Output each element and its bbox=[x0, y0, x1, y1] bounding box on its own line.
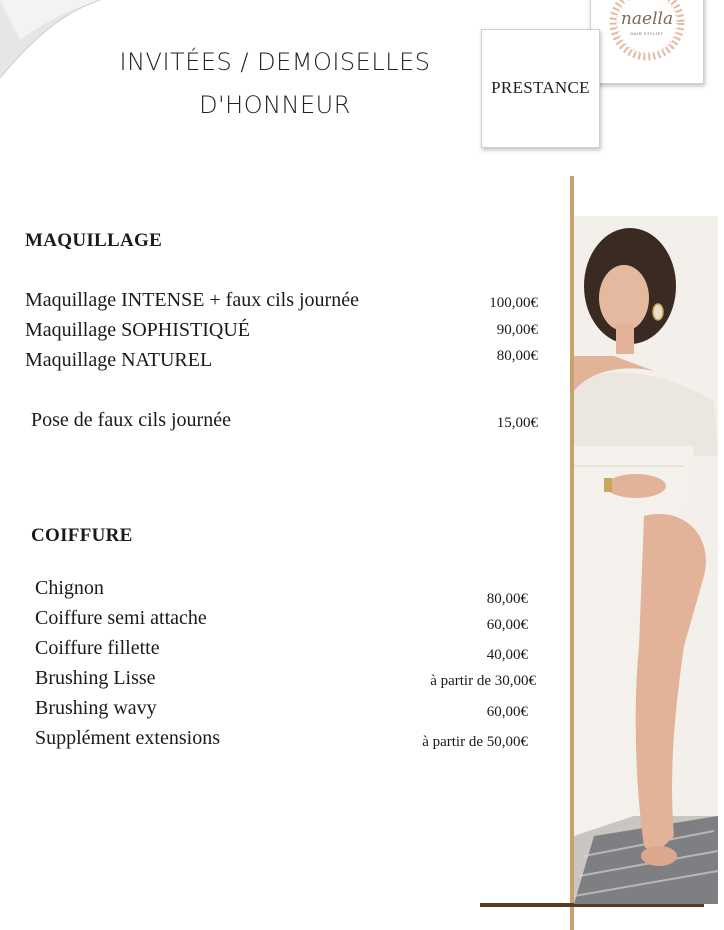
menu-item-price: 40,00€ bbox=[486, 647, 528, 663]
menu-item-label: Coiffure semi attache bbox=[35, 607, 207, 629]
bride-photo bbox=[574, 216, 718, 904]
menu-item-price: à partir de 50,00€ bbox=[422, 734, 528, 750]
menu-item-label: Chignon bbox=[35, 577, 104, 599]
naella-logo-text: naella bbox=[620, 9, 674, 29]
menu-item-price: à partir de 30,00€ bbox=[430, 673, 536, 689]
menu-item-price: 60,00€ bbox=[486, 617, 528, 633]
menu-item-price: 90,00€ bbox=[496, 322, 538, 338]
page-curl-decoration bbox=[0, 0, 110, 90]
menu-item-label: Brushing Lisse bbox=[35, 667, 156, 689]
menu-item-label: Maquillage INTENSE + faux cils journée bbox=[25, 289, 359, 311]
menu-item-price: 60,00€ bbox=[486, 704, 528, 720]
naella-logo bbox=[590, 0, 704, 84]
menu-item-price: 80,00€ bbox=[486, 591, 528, 607]
naella-logo-subtitle: HAIR STYLIST bbox=[630, 31, 664, 36]
prestance-logo bbox=[481, 29, 600, 148]
menu-item-label: Maquillage NATUREL bbox=[25, 349, 213, 371]
prestance-logo-text: PRESTANCE bbox=[491, 78, 590, 97]
section-heading-maquillage: MAQUILLAGE bbox=[25, 230, 163, 251]
page-title-line1: INVITÉES / DEMOISELLES bbox=[119, 48, 431, 76]
menu-item-label: Supplément extensions bbox=[35, 727, 220, 749]
menu-item-label: Coiffure fillette bbox=[35, 637, 160, 659]
menu-item-label: Brushing wavy bbox=[35, 697, 157, 719]
menu-item-price: 80,00€ bbox=[496, 348, 538, 364]
section-heading-coiffure: COIFFURE bbox=[31, 525, 133, 546]
menu-item-price: 100,00€ bbox=[489, 295, 538, 311]
menu-item-label: Pose de faux cils journée bbox=[31, 409, 231, 431]
menu-item-price: 15,00€ bbox=[496, 415, 538, 431]
page-title-line2: D'HONNEUR bbox=[199, 91, 351, 119]
menu-item-label: Maquillage SOPHISTIQUÉ bbox=[25, 319, 250, 341]
